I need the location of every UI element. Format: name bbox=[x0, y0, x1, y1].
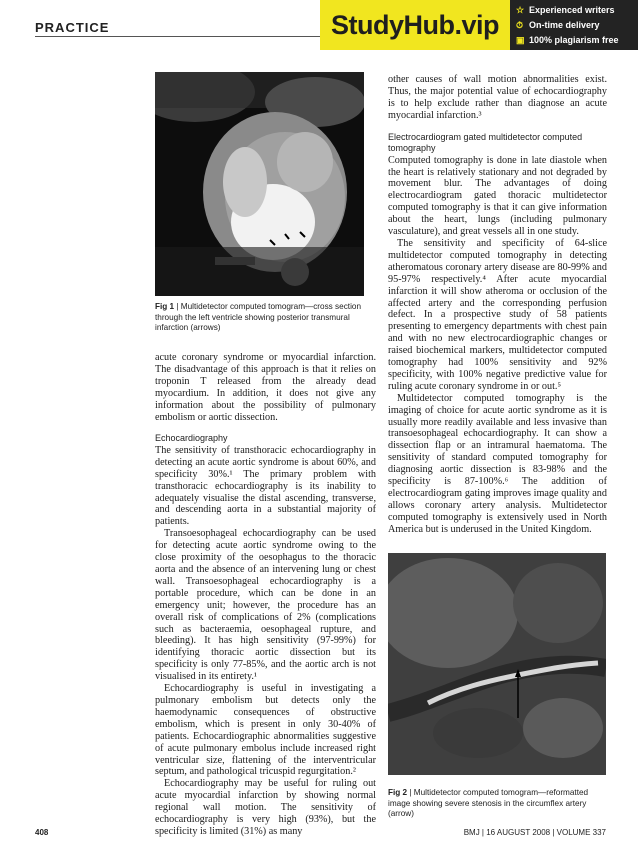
feature-label: Experienced writers bbox=[529, 5, 615, 15]
feature-label: On-time delivery bbox=[529, 20, 600, 30]
echo-paragraph-3: Echocardiography is useful in investigating a pulmonary embolism but detects only the haemodynamic consequences of obstructive embolism, which is present in only 30-40% of patients. Echocardiographic abnormalities suggestive of acute pulmonary embolus include increased right ventricular size, flattening of the interventricular septum, and pathological tricuspid regurgitation.² bbox=[155, 683, 376, 778]
document-check-icon: ▣ bbox=[516, 35, 525, 45]
figure-2-caption-text: Multidetector computed tomogram—reformatted image showing severe stenosis in the circumflex artery (arrow) bbox=[388, 788, 589, 818]
section-divider bbox=[35, 36, 325, 37]
echo-paragraph-4: Echocardiography may be useful for ruling out acute myocardial infarction by showing normal regional wall motion. The sensitivity of echocardiography is very high (93%), but the specificity is limited (31%) as many bbox=[155, 778, 376, 837]
clock-icon: ⏱ bbox=[516, 20, 524, 30]
brand-logo[interactable]: StudyHub.vip bbox=[320, 0, 510, 50]
echo-paragraph-1: The sensitivity of transthoracic echocardiography in detecting an acute aortic syndrome is about 60%, and specificity 30%.¹ The primary problem with transthoracic echocardiography is its inability to adequately visualise the distal ascending, transverse, and descending aorta in a substantial majority of patients. bbox=[155, 444, 376, 528]
star-icon: ☆ bbox=[516, 5, 525, 15]
left-intro-paragraph: acute coronary syndrome or myocardial infarction. The disadvantage of this approach is that it relies on troponin T released from the already dead myocardium. In addition, it does not give any information about the possibility of pulmonary embolism or aortic dissection. bbox=[155, 352, 376, 423]
figure-2-caption-label: Fig 2 bbox=[388, 788, 408, 797]
ct-paragraph-2: The sensitivity and specificity of 64-slice multidetector computed tomography in detecting atheromatous coronary artery disease are 80-99% and 95-97% respectively.⁴ After acute myocardial infarction it will show atheroma or occlusion of the affected artery and the corresponding perfusion defect. In a prospective study of 58 patients presenting to emergency departments with chest pain and with no new electrocardiographic changes or raised biochemical markers, multidetector computed tomography had 100% sensitivity and 92% specificity, with 100% negative predictive value for ruling acute coronary syndrome in or out.⁵ bbox=[388, 237, 607, 392]
banner-feature-list bbox=[516, 3, 619, 48]
figure-1-caption-label: Fig 1 bbox=[155, 302, 175, 311]
figure-2-caption: Fig 2 | Multidetector computed tomogram—reformatted image showing severe stenosis in the circumflex artery (arrow) bbox=[388, 788, 589, 818]
page-number: 408 bbox=[35, 828, 49, 837]
figure-2-ct-image bbox=[388, 553, 606, 775]
banner-feature bbox=[516, 33, 619, 48]
studyhub-banner[interactable] bbox=[320, 0, 638, 50]
ct-paragraph-1: Computed tomography is done in late diastole when the heart is relatively stationary and not degraded by movement blur. The advantages of doing electrocardiogram gated thoracic multidetector computed tomography is that it can give information about the heart, lungs (including pulmonary vasculature), and great vessels all in one study. bbox=[388, 154, 607, 238]
banner-feature bbox=[516, 18, 619, 33]
echo-paragraph-2: Transoesophageal echocardiography can be used for detecting acute aortic syndrome owing to the close proximity of the oesophagus to the thoracic aorta and the absence of an intervening lung or chest wall. Transoesophageal echocardiography is a portable procedure, which can be done in an emergency unit; however, the procedure has an overall risk of complications of 2% (complications such as bacteraemia, oesophageal rupture, and bleeding). It has high sensitivity (97-99%) for identifying thoracic aortic dissection but its specificity is only 77-85%, and the aortic arch is not visualised in its entirety.¹ bbox=[155, 528, 376, 683]
section-label: PRACTICE bbox=[35, 20, 110, 35]
echocardiography-heading: Echocardiography bbox=[155, 433, 228, 444]
left-column bbox=[155, 352, 376, 838]
right-column bbox=[388, 74, 607, 536]
banner-feature bbox=[516, 3, 619, 18]
figure-1-caption-text: Multidetector computed tomogram—cross section through the left ventricle showing posterior transmural infarction (arrows) bbox=[155, 302, 361, 332]
ct-paragraph-3: Multidetector computed tomography is the imaging of choice for acute aortic syndrome as it is usually more readily available and less invasive than transoesophageal echocardiography. It can show a dissection flap or an intramural haematoma. The sensitivity of standard computed tomography for diagnosing aortic dissection is 83-98% and the specificity is 87-100%.⁶ The addition of electrocardiogram gating improves image quality and allows coronary artery analysis. Multidetector computed tomography is extensively used in North America but is underused in the United Kingdom. bbox=[388, 392, 607, 535]
figure-1-caption: Fig 1 | Multidetector computed tomogram—cross section through the left ventricle showing posterior transmural infarction (arrows) bbox=[155, 302, 361, 332]
figure-1-ct-image bbox=[155, 72, 364, 296]
right-intro-paragraph: other causes of wall motion abnormalities exist. Thus, the major potential value of echocardiography is to help exclude rather than diagnose an acute myocardial infarction.³ bbox=[388, 74, 607, 121]
ct-heading: Electrocardiogram gated multidetector computed tomography bbox=[388, 131, 583, 154]
journal-info: BMJ | 16 AUGUST 2008 | VOLUME 337 bbox=[463, 828, 606, 837]
feature-label: 100% plagiarism free bbox=[529, 35, 619, 45]
ct-cross-section-graphic bbox=[155, 72, 364, 296]
ct-reformatted-graphic bbox=[388, 553, 606, 775]
